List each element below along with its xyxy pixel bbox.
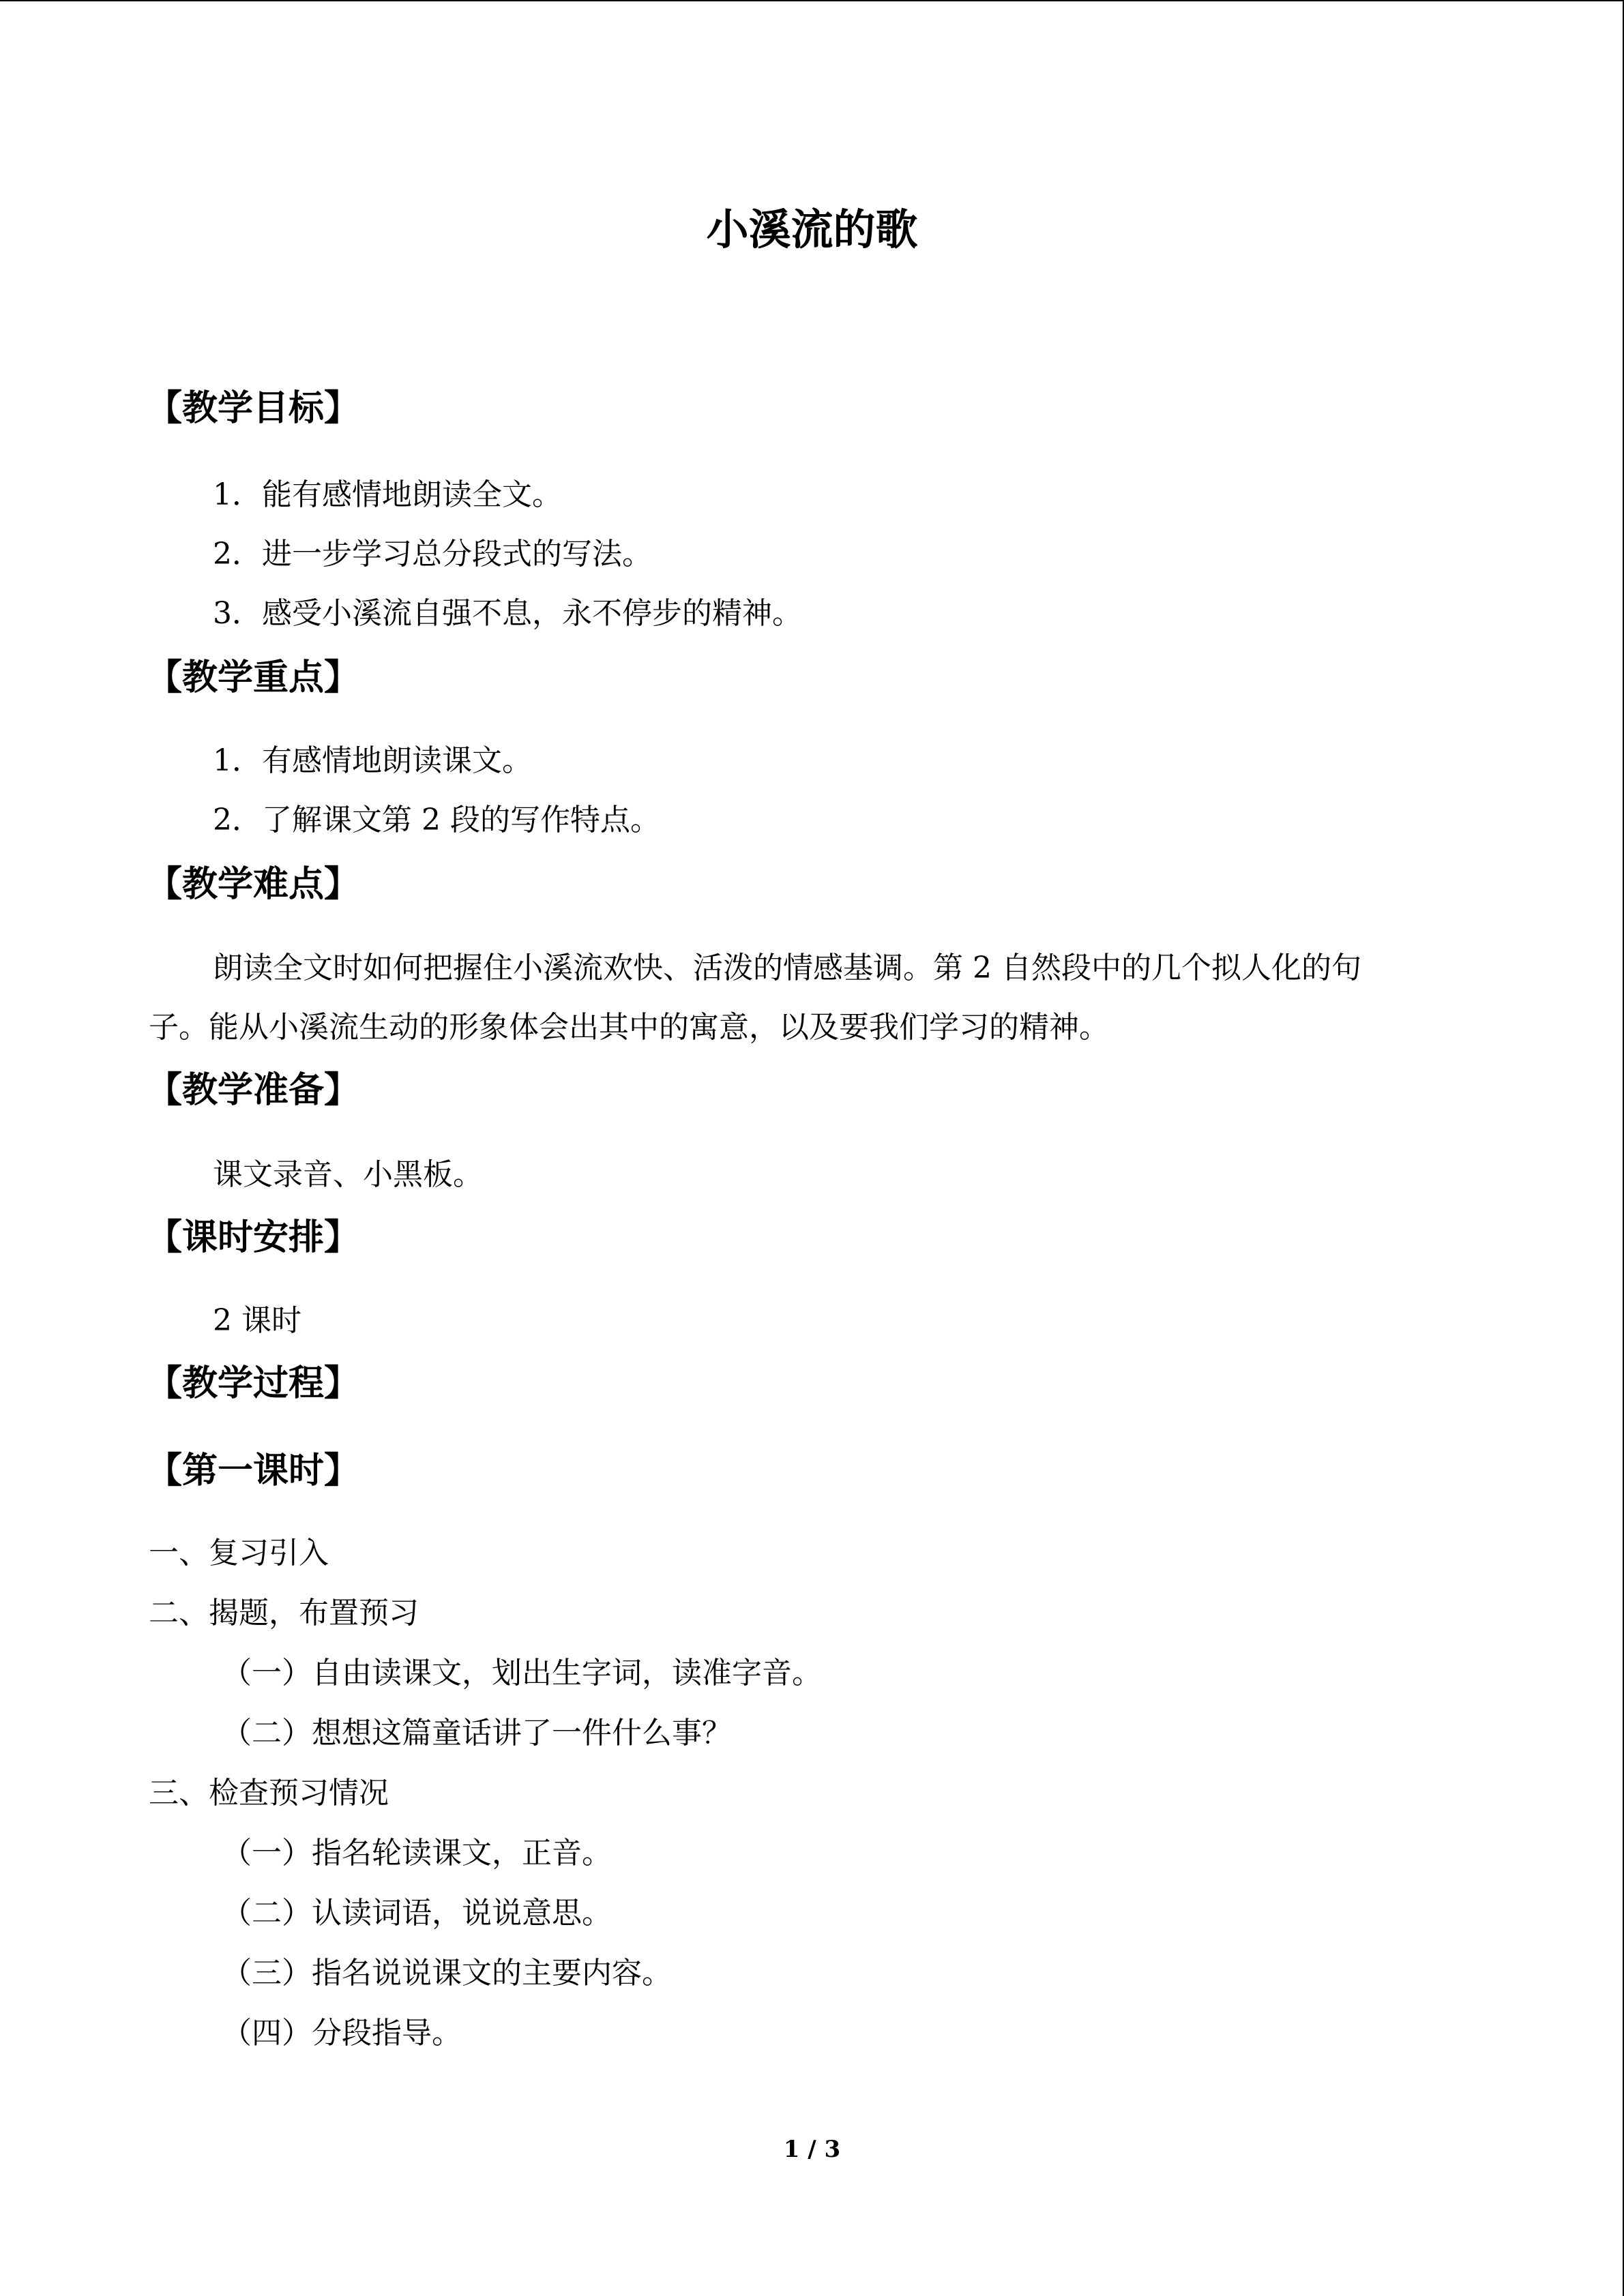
lesson-substep-3-1: （一）指名轮读课文，正音。 [222, 1836, 612, 1870]
lesson-step-3: 三、检查预习情况 [149, 1776, 389, 1810]
page-number: 1 / 3 [783, 2136, 841, 2163]
heading-teaching-goals: 【教学目标】 [147, 387, 360, 429]
heading-preparation: 【教学准备】 [147, 1069, 360, 1111]
lesson-substep-3-4: （四）分段指导。 [222, 2016, 462, 2051]
goal-item-3: 3．感受小溪流自强不息，永不停步的精神。 [213, 596, 802, 631]
schedule-text: 2 课时 [213, 1303, 301, 1338]
lesson-substep-2-2: （二）想想这篇童话讲了一件什么事？ [222, 1716, 732, 1750]
heading-difficulties: 【教学难点】 [147, 863, 360, 905]
goal-item-2: 2．进一步学习总分段式的写法。 [213, 537, 652, 571]
heading-schedule: 【课时安排】 [147, 1217, 360, 1258]
heading-lesson-one: 【第一课时】 [147, 1450, 360, 1491]
preparation-text: 课文录音、小黑板。 [213, 1157, 483, 1192]
lesson-substep-3-3: （三）指名说说课文的主要内容。 [222, 1956, 672, 1991]
goal-item-1: 1．能有感情地朗读全文。 [213, 477, 562, 512]
key-point-item-1: 1．有感情地朗读课文。 [213, 743, 532, 778]
heading-process: 【教学过程】 [147, 1362, 360, 1404]
lesson-step-2: 二、揭题，布置预习 [149, 1596, 419, 1630]
key-point-item-2: 2．了解课文第 2 段的写作特点。 [213, 803, 660, 837]
document-title: 小溪流的歌 [706, 205, 918, 254]
difficulties-line-2: 子。能从小溪流生动的形象体会出其中的寓意，以及要我们学习的精神。 [149, 1010, 1109, 1045]
lesson-step-1: 一、复习引入 [149, 1536, 329, 1570]
lesson-substep-2-1: （一）自由读课文，划出生字词，读准字音。 [222, 1656, 822, 1690]
heading-key-points: 【教学重点】 [147, 657, 360, 698]
lesson-substep-3-2: （二）认读词语，说说意思。 [222, 1896, 612, 1930]
difficulties-line-1: 朗读全文时如何把握住小溪流欢快、活泼的情感基调。第 2 自然段中的几个拟人化的句 [213, 951, 1361, 985]
